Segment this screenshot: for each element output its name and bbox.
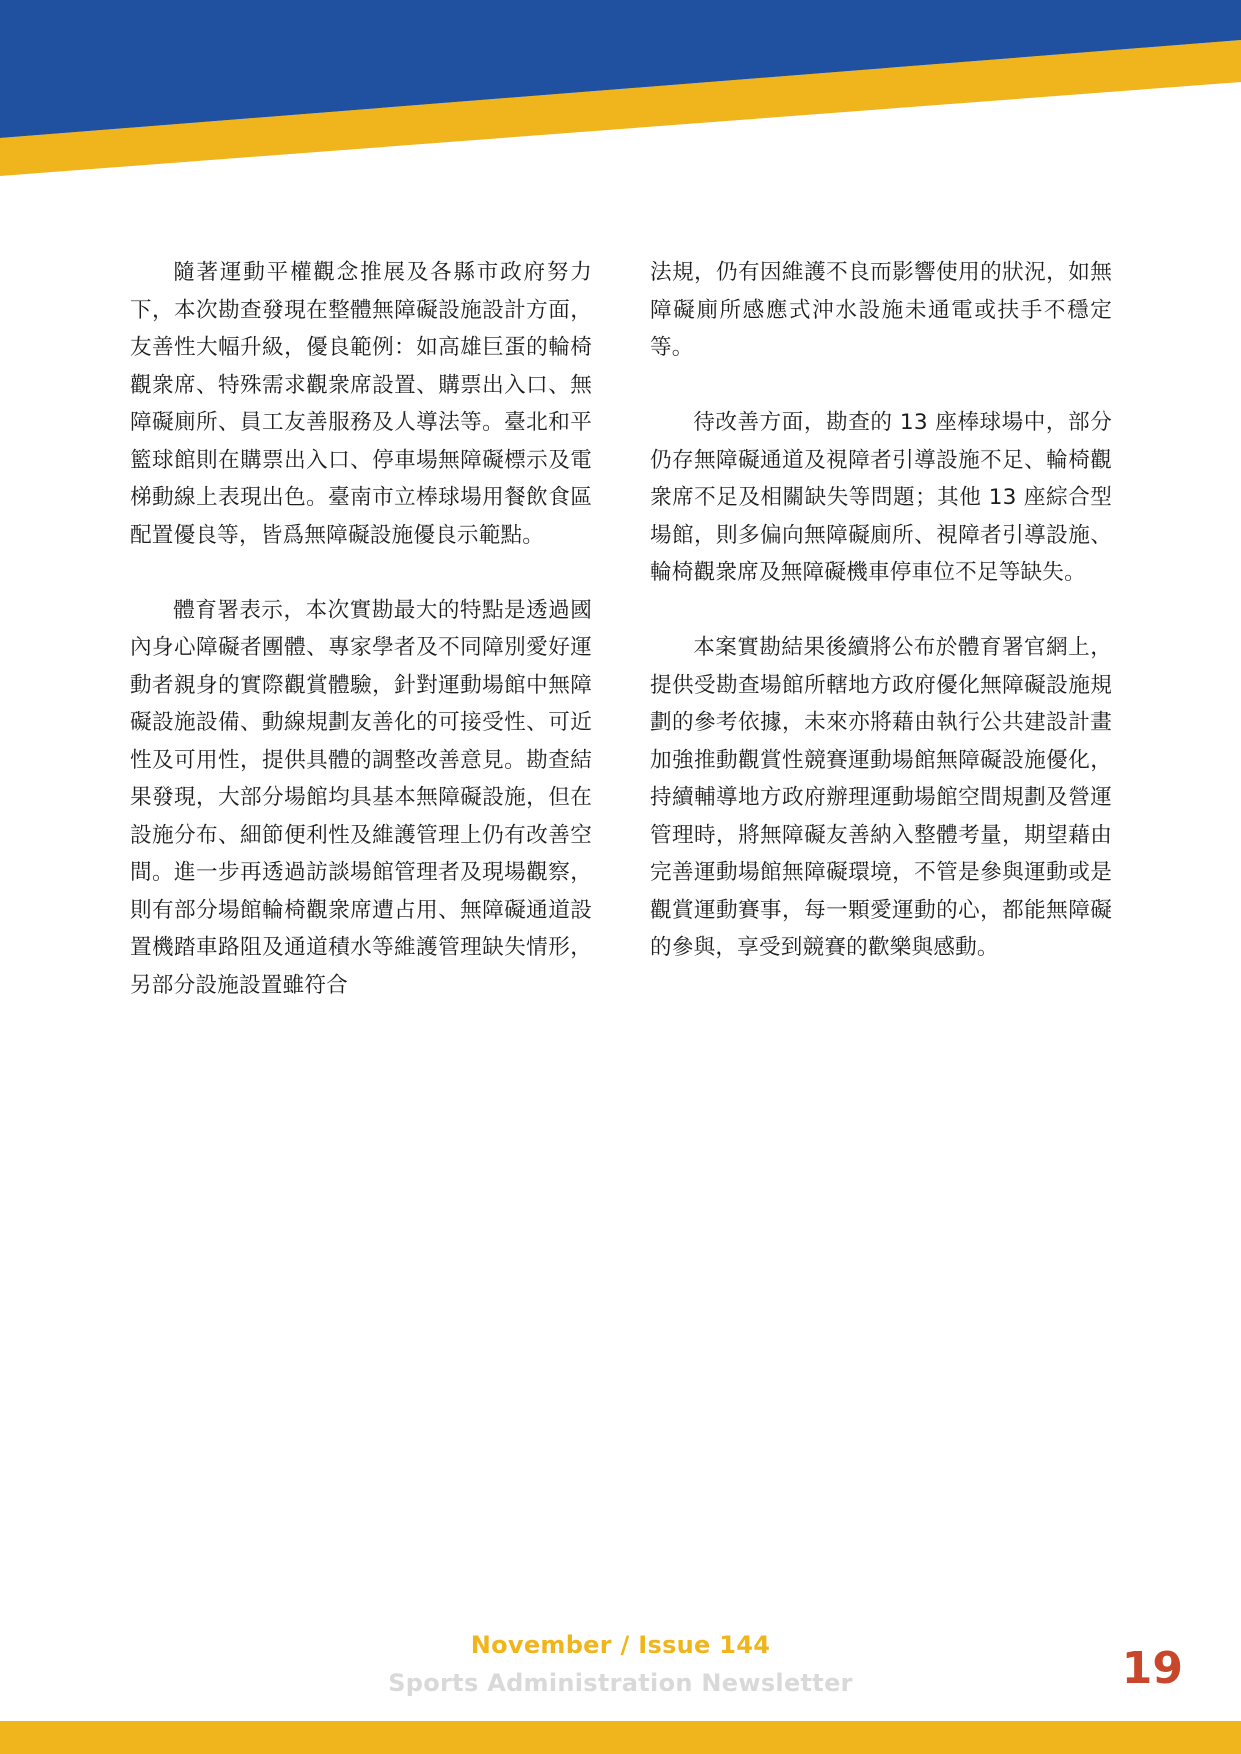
article-paragraph: 法規，仍有因維護不良而影響使用的狀況，如無障礙廁所感應式沖水設施未通電或扶手不穩定等。 bbox=[650, 260, 1112, 360]
article-paragraph: 體育署表示，本次實勘最大的特點是透過國內身心障礙者團體、專家學者及不同障別愛好運動者親身的實際觀賞體驗，針對運動場館中無障礙設施設備、動線規劃友善化的可接受性、可近性及可用性，提供具體的調整改善意見。勘查結果發現，大部分場館均具基本無障礙設施，但在設施分布、細節便利性及維護管理上仍有改善空間。進一步再透過訪談場館管理者及現場觀察，則有部分場館輪椅觀衆席遭占用、無障礙通道設置機踏車路阻及通道積水等維護管理缺失情形，另部分設施設置雖符合 bbox=[130, 597, 592, 998]
article-paragraph: 待改善方面，勘查的 13 座棒球場中，部分仍存無障礙通道及視障者引導設施不足、輪椅觀衆席不足及相關缺失等問題；其他 13 座綜合型場館，則多偏向無障礙廁所、視障者引導設施、輪椅觀衆席及無障礙機車停車位不足等缺失。 bbox=[650, 410, 1112, 585]
article-right-column bbox=[650, 254, 1112, 1004]
page-number: 19 bbox=[1121, 1643, 1183, 1694]
header-banner bbox=[0, 0, 1241, 180]
article-paragraph: 本案實勘結果後續將公布於體育署官網上，提供受勘查場館所轄地方政府優化無障礙設施規劃的參考依據，未來亦將藉由執行公共建設計畫加強推動觀賞性競賽運動場館無障礙設施優化，持續輔導地方政府辦理運動場館空間規劃及營運管理時，將無障礙友善納入整體考量，期望藉由完善運動場館無障礙環境，不管是參與運動或是觀賞運動賽事，每一顆愛運動的心，都能無障礙的參與，享受到競賽的歡樂與感動。 bbox=[650, 635, 1112, 960]
footer-newsletter-title: Sports Administration Newsletter bbox=[388, 1669, 853, 1697]
footer-issue-label: November / Issue 144 bbox=[470, 1631, 771, 1659]
article-paragraph: 隨著運動平權觀念推展及各縣市政府努力下，本次勘查發現在整體無障礙設施設計方面，友善性大幅升級，優良範例：如高雄巨蛋的輪椅觀衆席、特殊需求觀衆席設置、購票出入口、無障礙廁所、員工友善服務及人導法等。臺北和平籃球館則在購票出入口、停車場無障礙標示及電梯動線上表現出色。臺南市立棒球場用餐飲食區配置優良等，皆爲無障礙設施優良示範點。 bbox=[130, 260, 592, 548]
article-left-column bbox=[130, 254, 592, 1042]
footer-bar bbox=[0, 1721, 1241, 1754]
